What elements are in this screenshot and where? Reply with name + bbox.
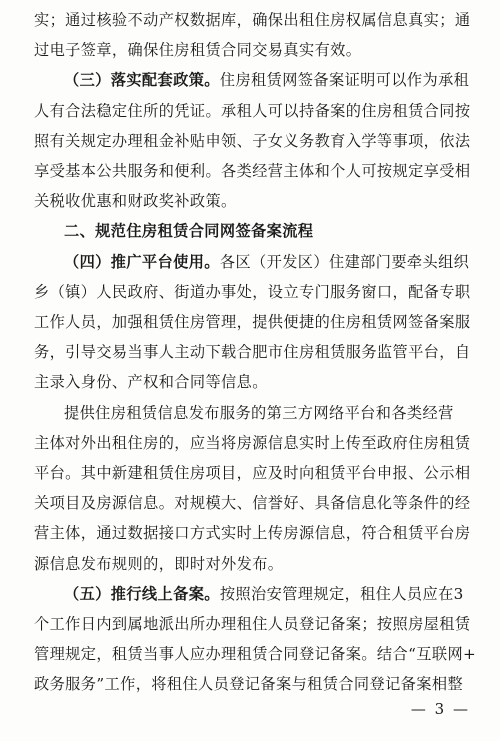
body-line [34, 493, 474, 513]
subsection-title: （三）落实配套政策。 [64, 71, 220, 90]
subsection-paragraph-start [64, 584, 474, 604]
section-heading-text: 二、规范住房租赁合同网签备案流程 [64, 222, 314, 241]
subsection-title: （五）推行线上备案。 [64, 584, 220, 603]
line-text: 住房租赁网签备案证明可以作为承租 [219, 71, 470, 90]
line-text: 乡（镇）人民政府、街道办事处，设立专门服务窗口，配备专职 [34, 282, 471, 301]
body-line [34, 554, 474, 574]
line-text: 平台。其中新建租赁住房项目，应及时向租赁平台申报、公示相 [34, 464, 471, 482]
body-line [34, 161, 474, 181]
line-text: 主体对外出租住房的，应当将房源信息实时上传至政府住房租赁 [34, 433, 471, 452]
line-text: 个工作日内到属地派出所办理租住人员登记备案；按照房屋租赁 [34, 615, 471, 633]
body-line [34, 342, 474, 362]
section-heading [64, 221, 474, 241]
body-line [34, 101, 474, 121]
line-text: 关项目及房源信息。对规模大、信誉好、具备信息化等条件的经 [34, 494, 471, 513]
body-line [34, 312, 474, 332]
body-line [34, 674, 474, 694]
body-line [34, 463, 474, 483]
line-text: 过电子签章，确保住房租赁合同交易真实有效。 [34, 41, 362, 60]
line-text: 照有关规定办理租金补贴申领、子女义务教育入学等事项，依法 [34, 131, 471, 150]
line-text: 工作人员，加强租赁住房管理，提供便捷的住房租赁网签备案服 [34, 313, 471, 331]
body-line [34, 10, 474, 30]
body-line [34, 372, 474, 392]
subsection-paragraph-start [64, 70, 474, 90]
line-text: 人有合法稳定住所的凭证。承租人可以持备案的住房租赁合同按 [34, 101, 471, 120]
body-line [34, 131, 474, 151]
line-text: 主录入身份、产权和合同等信息。 [34, 373, 268, 392]
body-line [34, 614, 474, 634]
subsection-paragraph-start [64, 252, 474, 272]
line-text: 政务服务”工作，将租住人员登记备案与租赁合同登记备案相整 [34, 675, 464, 694]
line-text: 按照治安管理规定，租住人员应在3 [219, 584, 464, 603]
body-line [34, 191, 474, 211]
line-text: 享受基本公共服务和便利。各类经营主体和个人可按规定享受相 [34, 162, 471, 180]
line-text: 营主体，通过数据接口方式实时上传房源信息，符合租赁平台房 [34, 524, 471, 543]
line-text: 实；通过核验不动产权数据库，确保出租住房权属信息真实；通 [34, 11, 471, 29]
line-text: 各区（开发区）住建部门要牵头组织 [219, 252, 470, 271]
line-text: 源信息发布规则的，即时对外发布。 [34, 554, 284, 573]
body-line [34, 282, 474, 302]
body-line [34, 523, 474, 543]
body-line [34, 644, 477, 664]
body-line [34, 433, 474, 453]
subsection-title: （四）推广平台使用。 [64, 252, 220, 271]
line-text: 管理规定，租赁当事人应办理租赁合同登记备案。结合“互联网+ [34, 645, 477, 664]
line-text: 提供住房租赁信息发布服务的第三方网络平台和各类经营 [64, 403, 454, 422]
line-text: 关税收优惠和财政奖补政策。 [34, 192, 237, 211]
line-text: 务，引导交易当事人主动下载合肥市住房租赁服务监管平台，自 [34, 343, 471, 362]
body-line [64, 403, 474, 423]
page-number: — 3 — [410, 700, 470, 718]
body-line [34, 40, 474, 60]
